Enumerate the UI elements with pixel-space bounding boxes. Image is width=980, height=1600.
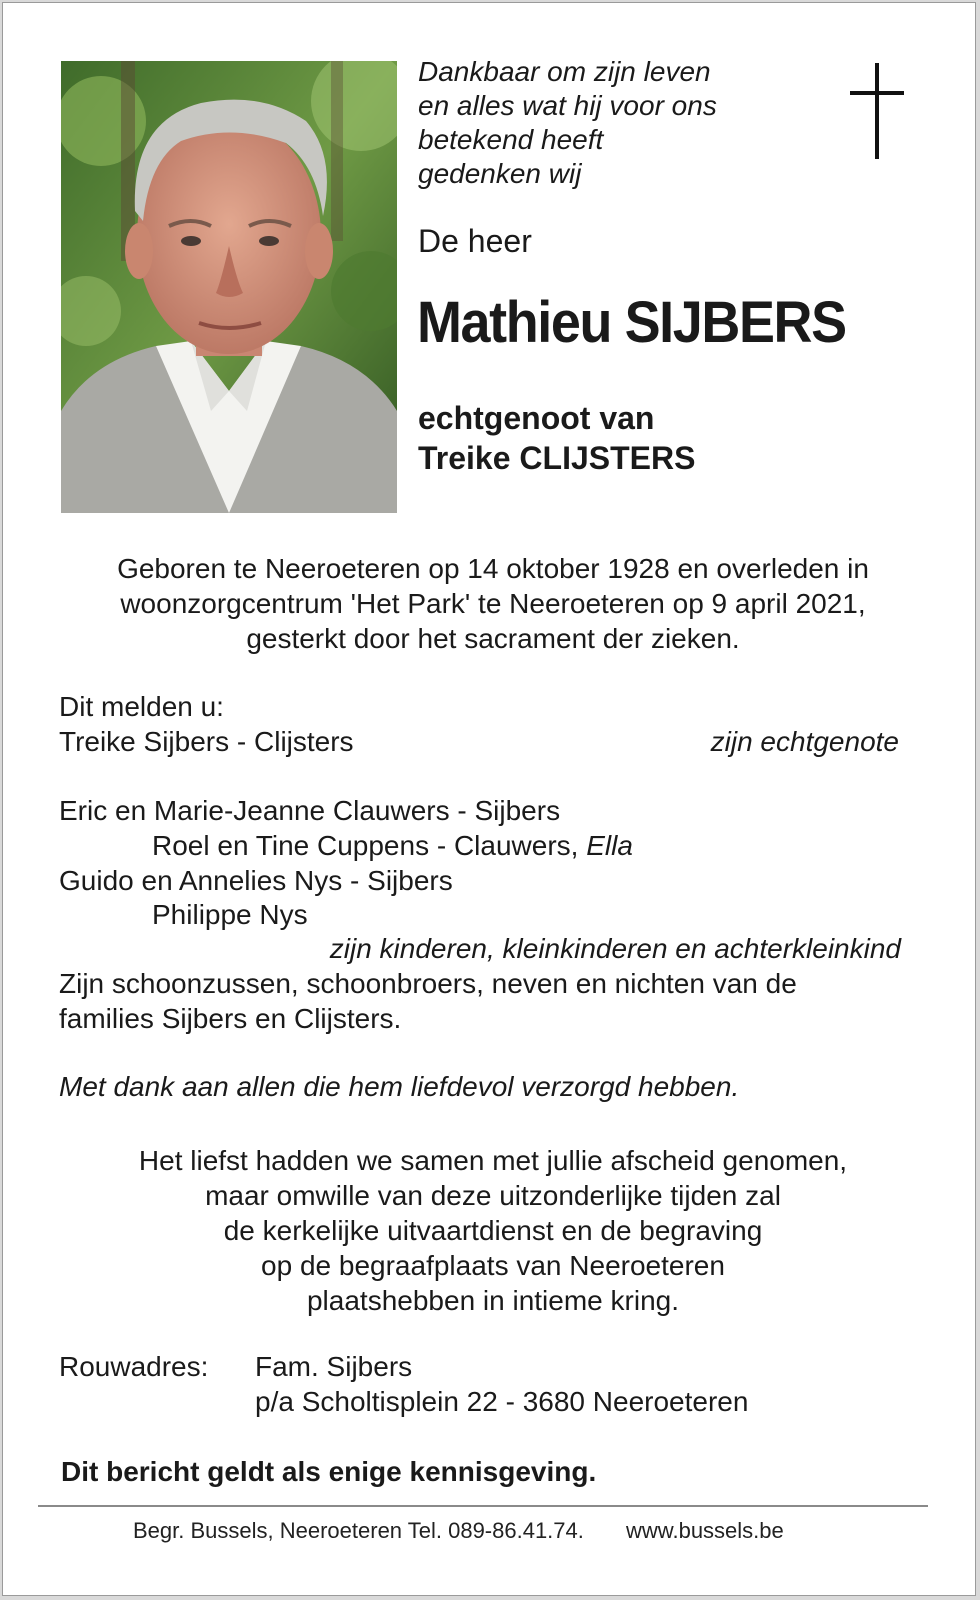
family-line: families Sijbers en Clijsters. xyxy=(59,1003,402,1034)
salutation: De heer xyxy=(418,223,532,259)
footer xyxy=(133,1518,784,1544)
deceased-name: Mathieu SIJBERS xyxy=(417,290,846,355)
portrait-photo xyxy=(61,61,397,513)
announcer-child: Guido en Annelies Nys - Sijbers xyxy=(59,865,453,896)
portrait-illustration xyxy=(61,61,397,513)
announcer-grandchild: Philippe Nys xyxy=(152,899,308,930)
farewell-line: op de begraafplaats van Neeroeteren xyxy=(261,1250,725,1281)
farewell-line: plaatshebben in intieme kring. xyxy=(306,1285,679,1316)
farewell-text xyxy=(43,1143,943,1318)
children-role: zijn kinderen, kleinkinderen en achterkleinkind xyxy=(329,933,901,964)
website-link[interactable]: www.bussels.be xyxy=(626,1518,784,1543)
birth-death-text xyxy=(43,551,943,656)
family-line: Zijn schoonzussen, schoonbroers, neven en nichten van de xyxy=(59,968,797,999)
intro-line: en alles wat hij voor ons xyxy=(418,90,717,121)
intro-text xyxy=(418,55,838,191)
announcer-spouse: Treike Sijbers - Clijsters xyxy=(59,726,354,757)
obituary-card xyxy=(2,2,976,1596)
announcers-heading: Dit melden u: xyxy=(59,691,224,722)
born-line: Geboren te Neeroeteren op 14 oktober 1928 en overleden in xyxy=(117,553,869,584)
farewell-line: de kerkelijke uitvaartdienst en de begraving xyxy=(223,1215,763,1246)
spouse-block xyxy=(418,398,695,478)
cross-icon xyxy=(848,63,908,159)
farewell-line: Het liefst hadden we samen met jullie afscheid genomen, xyxy=(138,1145,848,1176)
spouse-name: Treike CLIJSTERS xyxy=(418,440,696,476)
spouse-relation: echtgenoot van xyxy=(418,400,655,436)
footer-divider xyxy=(38,1505,928,1507)
born-line: woonzorgcentrum 'Het Park' te Neeroeteren op 9 april 2021, xyxy=(120,588,866,619)
intro-line: betekend heeft xyxy=(418,124,604,155)
announcer-spouse-role: zijn echtgenote xyxy=(710,726,899,757)
thanks-text: Met dank aan allen die hem liefdevol verzorgd hebben. xyxy=(59,1071,740,1102)
born-line: gesterkt door het sacrament der zieken. xyxy=(246,623,740,654)
announcer-child: Eric en Marie-Jeanne Clauwers - Sijbers xyxy=(59,795,561,826)
farewell-line: maar omwille van deze uitzonderlijke tijden zal xyxy=(205,1180,781,1211)
address-line: p/a Scholtisplein 22 - 3680 Neeroeteren xyxy=(255,1386,749,1417)
undertaker-info: Begr. Bussels, Neeroeteren Tel. 089-86.41.74. xyxy=(133,1518,584,1543)
intro-line: gedenken wij xyxy=(418,158,582,189)
grandchild-name: Roel en Tine Cuppens - Clauwers, xyxy=(152,830,579,861)
notice-text: Dit bericht geldt als enige kennisgeving. xyxy=(61,1456,597,1487)
address-line: Fam. Sijbers xyxy=(255,1351,413,1382)
announcer-grandchild xyxy=(152,830,633,862)
greatgrandchild-name: Ella xyxy=(586,830,633,861)
intro-line: Dankbaar om zijn leven xyxy=(418,56,711,87)
address-label: Rouwadres: xyxy=(59,1351,209,1382)
